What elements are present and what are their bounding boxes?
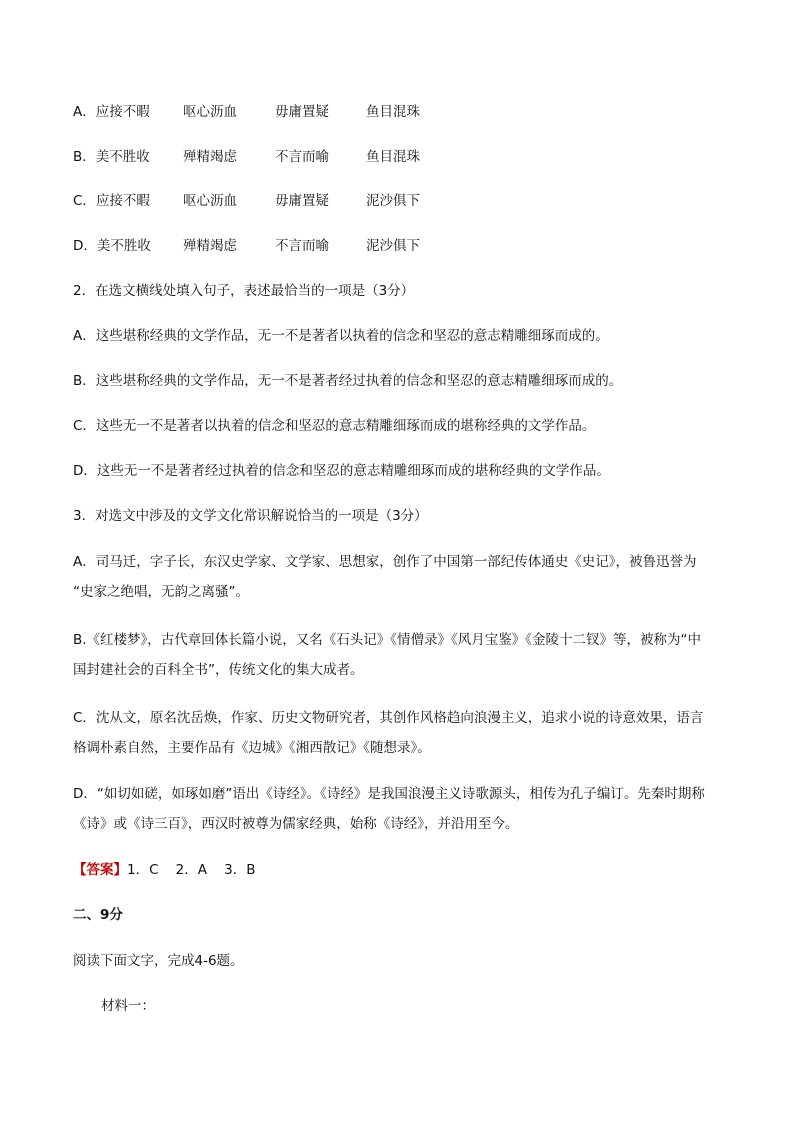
section-heading: 二、9分 [73, 907, 123, 923]
material-label: 材料一： [101, 998, 155, 1014]
q3-option-b-line2: 国封建社会的百科全书”，传统文化的集大成者。 [73, 662, 364, 678]
q2-option-d: D．这些无一不是著者经过执着的信念和坚忍的意志精雕细琢而成的堪称经典的文学作品。 [73, 463, 610, 479]
q1-option-d [73, 236, 420, 256]
q1-option-b [73, 147, 420, 167]
q3-option-b-line1: B.《红楼梦》，古代章回体长篇小说，又名《石头记》《情僧录》《风月宝鉴》《金陵十二钗》等，被称为“中 [73, 632, 702, 648]
option-c-term4: 泥沙俱下 [366, 193, 420, 209]
q3-option-d-line1: D．“如切如磋，如琢如磨”语出《诗经》。《诗经》是我国浪漫主义诗歌源头，相传为孔子编订。先秦时期称 [73, 786, 705, 802]
option-d-term3: 不言而喻 [275, 238, 329, 254]
option-a-letter-term1: A．应接不暇 [73, 104, 150, 120]
option-c-term3: 毋庸置疑 [275, 193, 329, 209]
q3-option-a-line2: “史家之绝唱，无韵之离骚”。 [73, 584, 249, 600]
option-b-letter-term1: B．美不胜收 [73, 149, 150, 165]
q1-option-a [73, 102, 420, 122]
option-c-letter-term1: C．应接不暇 [73, 193, 150, 209]
answer-tag: 【答案】 [73, 862, 127, 878]
q3-option-c-line2: 格调朴素自然，主要作品有《边城》《湘西散记》《随想录》。 [73, 740, 431, 756]
section-intro: 阅读下面文字，完成4-6题。 [73, 953, 244, 969]
answer-line [73, 860, 256, 880]
q3-option-d-line2: 《诗》或《诗三百》，西汉时被尊为儒家经典，始称《诗经》，并沿用至今。 [73, 816, 519, 832]
option-a-term4: 鱼目混珠 [366, 104, 420, 120]
q3-option-c-line1: C．沈从文，原名沈岳焕，作家、历史文物研究者，其创作风格趋向浪漫主义，追求小说的诗意效果，语言 [73, 710, 704, 726]
q2-option-c: C．这些无一不是著者以执着的信念和坚忍的意志精雕细琢而成的堪称经典的文学作品。 [73, 418, 596, 434]
q1-option-c [73, 191, 420, 211]
option-a-term3: 毋庸置疑 [275, 104, 329, 120]
option-b-term3: 不言而喻 [275, 149, 329, 165]
option-d-term2: 殚精竭虑 [183, 238, 237, 254]
q3-option-a-line1: A．司马迁，字子长，东汉史学家、文学家、思想家，创作了中国第一部纪传体通史《史记》，被鲁迅誉为 [73, 554, 697, 570]
q2-option-b: B．这些堪称经典的文学作品，无一不是著者经过执着的信念和坚忍的意志精雕细琢而成的。 [73, 373, 623, 389]
option-d-term4: 泥沙俱下 [366, 238, 420, 254]
q2-stem: 2．在选文横线处填入句子，表述最恰当的一项是（3分） [73, 283, 415, 299]
answer-text: 1．C 2．A 3．B [127, 862, 256, 878]
q2-option-a: A．这些堪称经典的文学作品，无一不是著者以执着的信念和坚忍的意志精雕细琢而成的。 [73, 328, 609, 344]
q3-stem: 3．对选文中涉及的文学文化常识解说恰当的一项是（3分） [73, 508, 428, 524]
option-b-term4: 鱼目混珠 [366, 149, 420, 165]
option-a-term2: 呕心沥血 [183, 104, 237, 120]
option-b-term2: 殚精竭虑 [183, 149, 237, 165]
option-c-term2: 呕心沥血 [183, 193, 237, 209]
option-d-letter-term1: D．美不胜收 [73, 238, 151, 254]
